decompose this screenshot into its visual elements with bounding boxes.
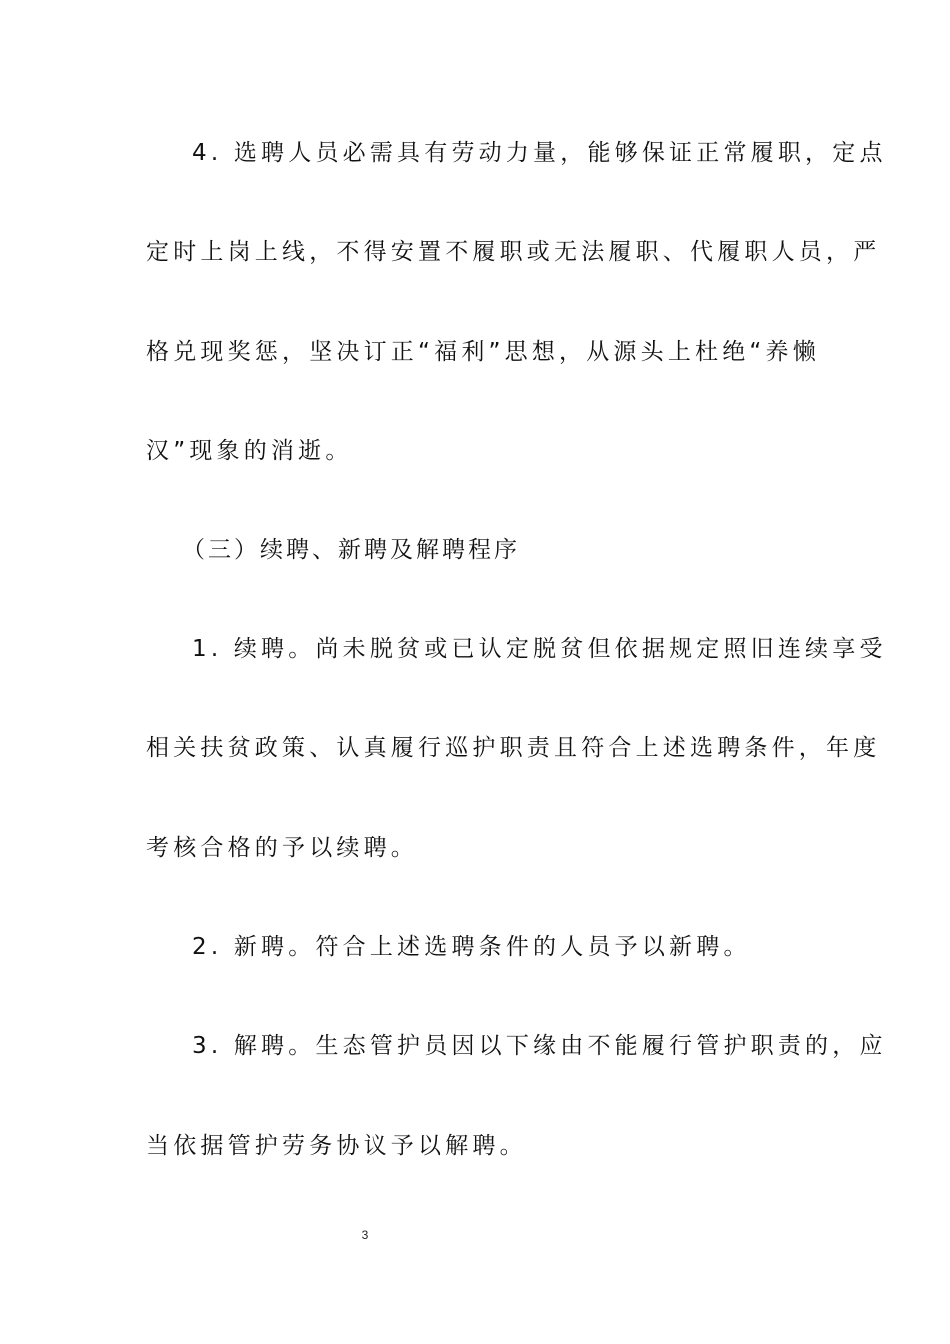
paragraph-line-9: 2. 新聘。符合上述选聘条件的人员予以新聘。 [192, 934, 751, 960]
paragraph-line-10: 3. 解聘。生态管护员因以下缘由不能履行管护职责的，应 [192, 1033, 887, 1059]
paragraph-line-8: 考核合格的予以续聘。 [146, 835, 418, 861]
paragraph-line-6: 1. 续聘。尚未脱贫或已认定脱贫但依据规定照旧连续享受 [192, 636, 887, 662]
paragraph-line-3: 格兑现奖惩，坚决订正“福利”思想，从源头上杜绝“养懒 [146, 339, 820, 365]
paragraph-line-2: 定时上岗上线，不得安置不履职或无法履职、代履职人员，严 [146, 239, 881, 265]
section-heading: （三）续聘、新聘及解聘程序 [182, 537, 520, 563]
paragraph-line-11: 当依据管护劳务协议予以解聘。 [146, 1133, 527, 1159]
page-number: 3 [361, 1228, 369, 1242]
paragraph-line-7: 相关扶贫政策、认真履行巡护职责且符合上述选聘条件，年度 [146, 735, 881, 761]
paragraph-line-4: 汉”现象的消逝。 [146, 438, 353, 464]
paragraph-line-1: 4. 选聘人员必需具有劳动力量，能够保证正常履职，定点 [192, 140, 887, 166]
